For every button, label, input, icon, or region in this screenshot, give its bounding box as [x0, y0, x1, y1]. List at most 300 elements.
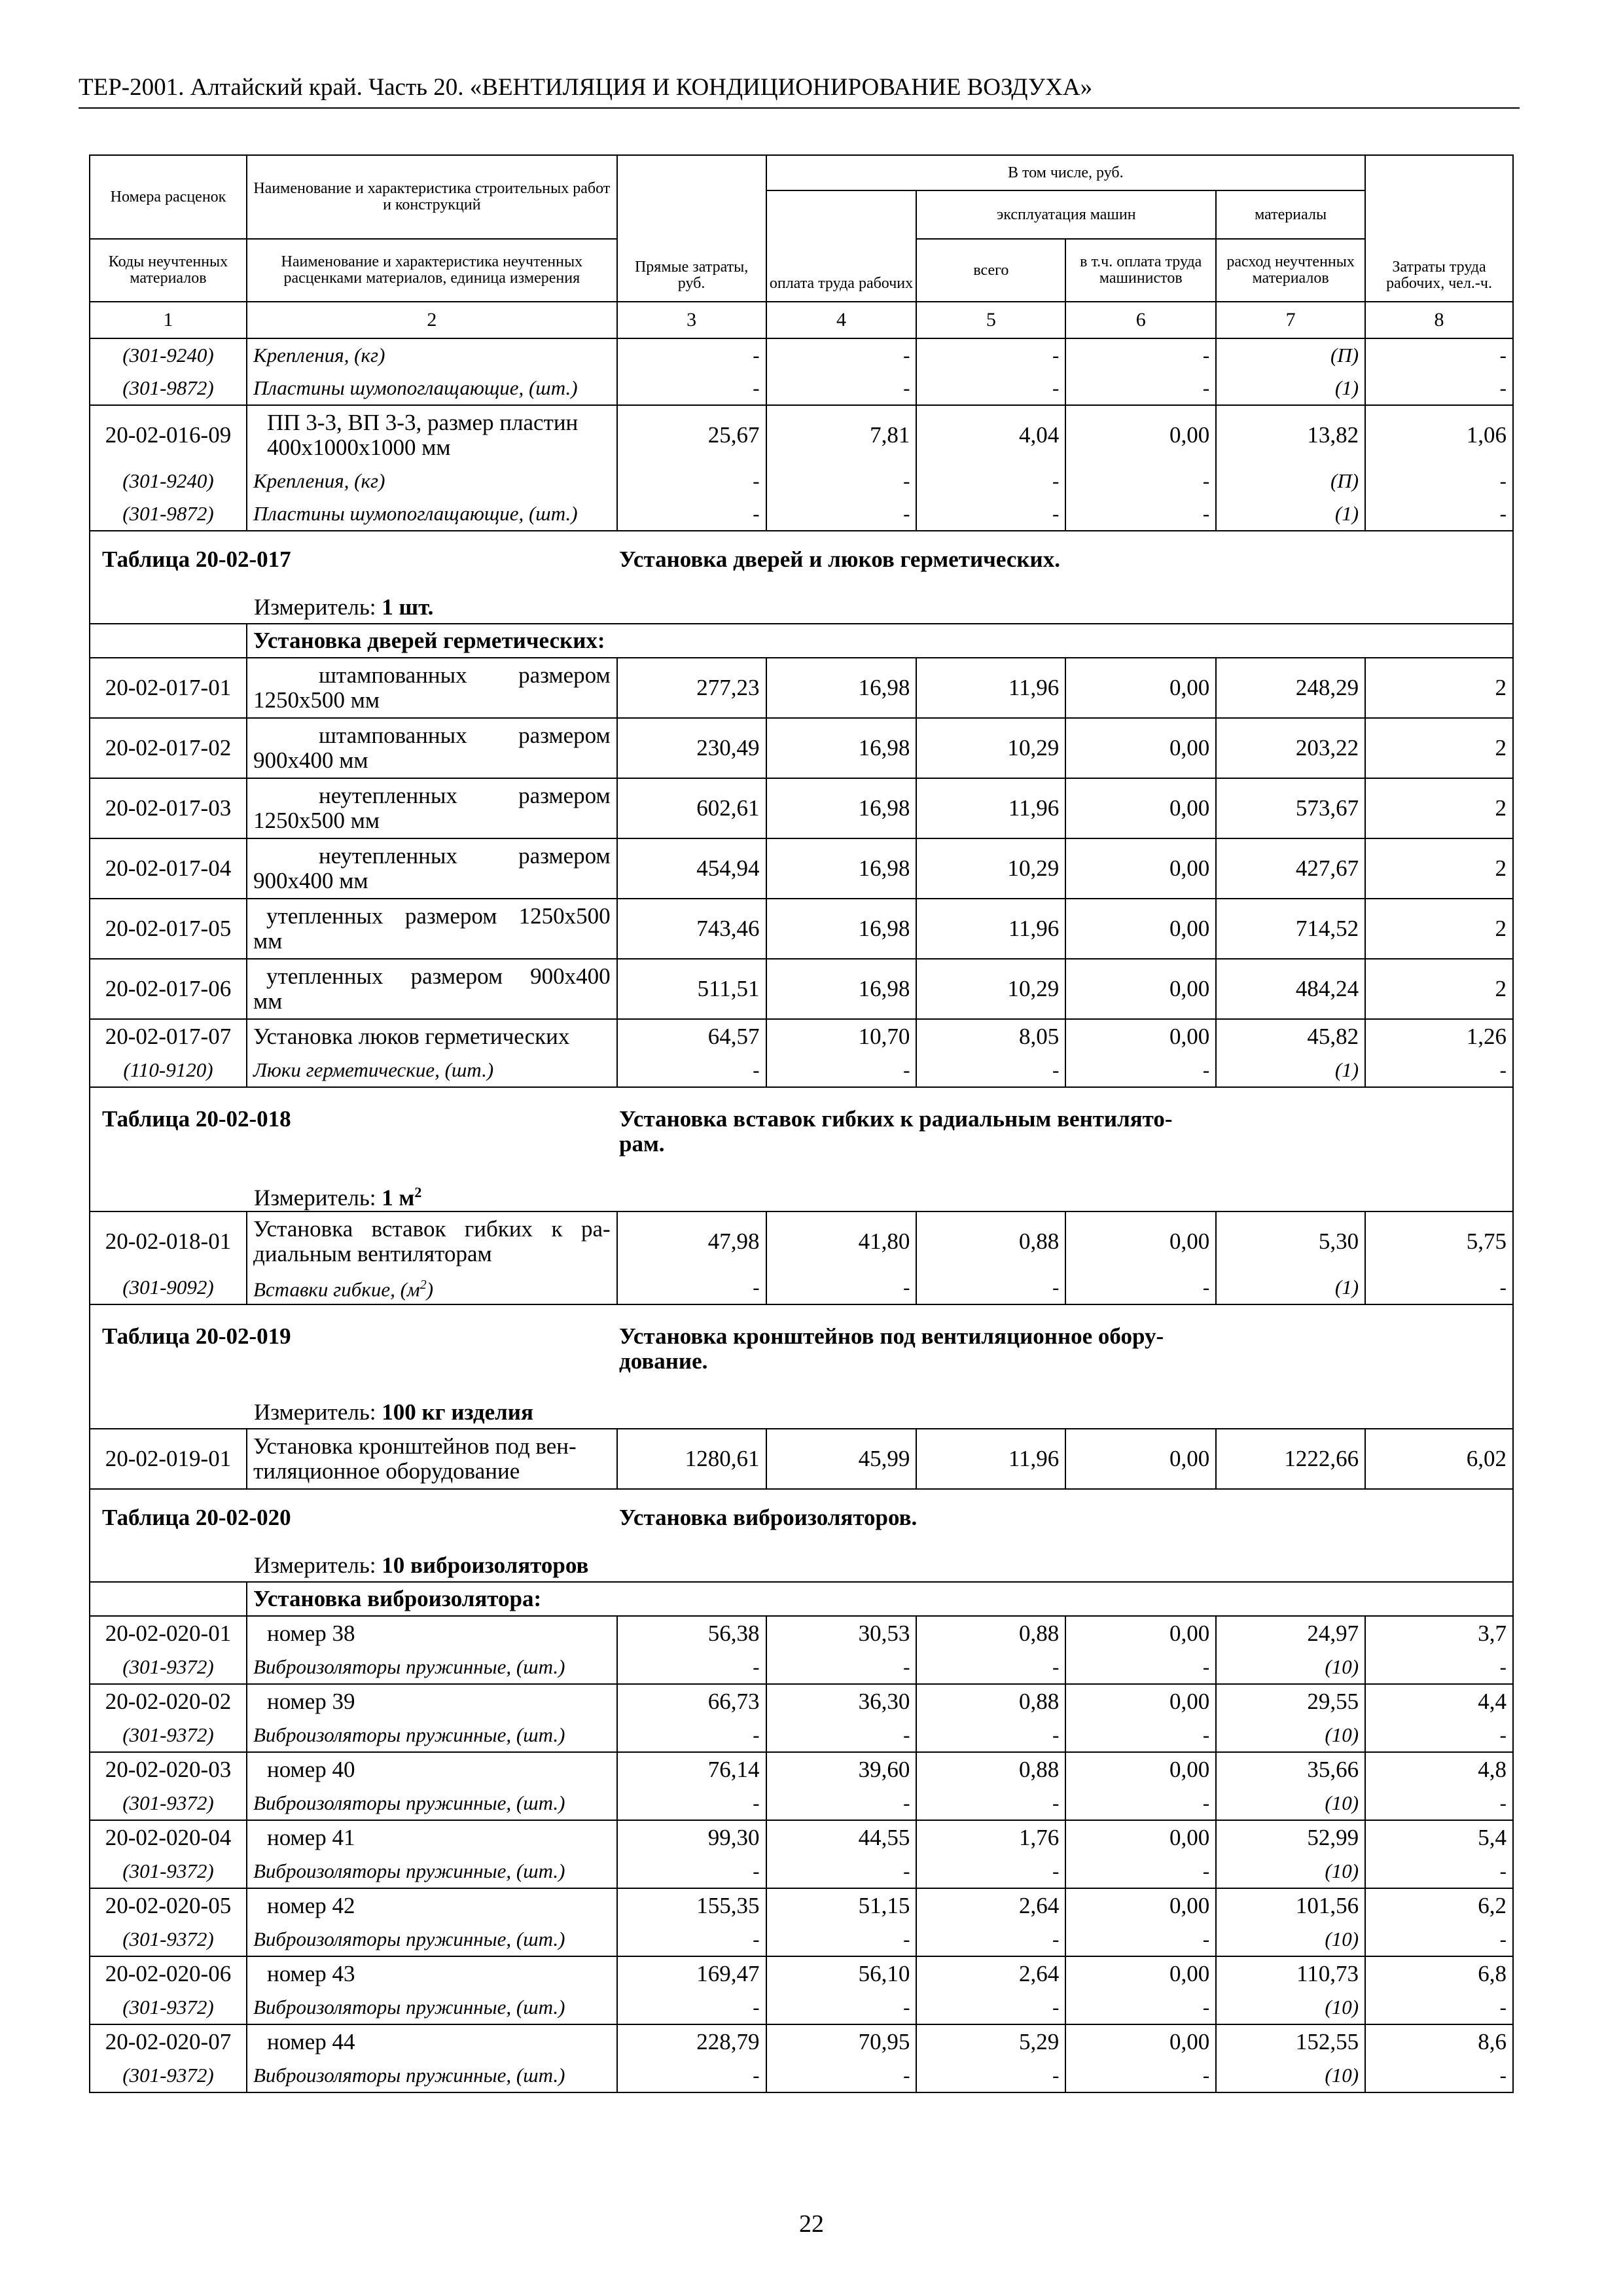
- materials-cost: 35,66: [1216, 1752, 1365, 1787]
- value-cell: -: [617, 1651, 766, 1684]
- value-cell: -: [1365, 2059, 1513, 2092]
- rate-name: номер 40: [247, 1752, 617, 1787]
- material-qty: (10): [1216, 1923, 1365, 1956]
- value-cell: -: [1065, 1991, 1216, 2024]
- value-cell: -: [766, 1991, 917, 2024]
- machinist-pay: 0,00: [1065, 899, 1216, 959]
- material-row: [90, 1923, 1513, 1956]
- column-number: 8: [1365, 302, 1513, 338]
- material-row: [90, 497, 1513, 531]
- direct-costs: 56,38: [617, 1616, 766, 1651]
- machines-total: 8,05: [916, 1019, 1065, 1054]
- rate-name: номер 43: [247, 1956, 617, 1991]
- value-cell: -: [916, 1787, 1065, 1820]
- rate-code: 20-02-017-01: [90, 658, 247, 718]
- col2-top-header: Наименование и характеристика строительных работ и конструкций: [247, 155, 617, 239]
- material-name: Вставки гибкие, (м: [253, 1278, 420, 1301]
- rate-code: 20-02-017-07: [90, 1019, 247, 1054]
- labor-hours: 2: [1365, 899, 1513, 959]
- value-cell: -: [617, 2059, 766, 2092]
- value-cell: -: [916, 372, 1065, 405]
- page-header: ТЕР-2001. Алтайский край. Часть 20. «ВЕНТИЛЯЦИЯ И КОНДИЦИОНИРОВАНИЕ ВОЗДУХА»: [79, 73, 1520, 109]
- machinist-pay: 0,00: [1065, 1684, 1216, 1719]
- value-cell: -: [1065, 338, 1216, 372]
- material-code: (301-9372): [90, 2059, 247, 2092]
- rate-row: [90, 405, 1513, 465]
- rate-code: 20-02-020-03: [90, 1752, 247, 1787]
- material-row: [90, 1651, 1513, 1684]
- material-code: (301-9372): [90, 1651, 247, 1684]
- value-cell: -: [766, 1787, 917, 1820]
- value-cell: -: [1065, 1855, 1216, 1888]
- materials-cost: 13,82: [1216, 405, 1365, 465]
- rate-name: номер 39: [247, 1684, 617, 1719]
- value-cell: -: [766, 2059, 917, 2092]
- value-cell: -: [1065, 465, 1216, 497]
- rate-code: 20-02-020-04: [90, 1820, 247, 1855]
- section-measure: [90, 592, 1513, 624]
- rate-code: 20-02-020-02: [90, 1684, 247, 1719]
- value-cell: -: [617, 1855, 766, 1888]
- rate-name-line1: Установка кронштейнов под вен-: [253, 1433, 577, 1459]
- machinist-pay: 0,00: [1065, 959, 1216, 1019]
- value-cell: -: [766, 1651, 917, 1684]
- labor-pay: 36,30: [766, 1684, 917, 1719]
- rate-name-line2: тиляционное оборудование: [253, 1458, 520, 1484]
- rate-name-line2: мм: [253, 928, 283, 954]
- machines-total: 11,96: [916, 1429, 1065, 1489]
- materials-cost: 52,99: [1216, 1820, 1365, 1855]
- material-name: Пластины шумопоглащающие, (шт.): [247, 372, 617, 405]
- value-cell: -: [1365, 1054, 1513, 1087]
- labor-pay: 41,80: [766, 1211, 917, 1271]
- column-number: 3: [617, 302, 766, 338]
- rate-row: [90, 1820, 1513, 1855]
- machines-total: 10,29: [916, 959, 1065, 1019]
- direct-costs: 454,94: [617, 838, 766, 899]
- machines-total: 2,64: [916, 1956, 1065, 1991]
- column-number: 5: [916, 302, 1065, 338]
- material-row: [90, 1054, 1513, 1087]
- labor-pay: 51,15: [766, 1888, 917, 1923]
- material-qty: (1): [1216, 497, 1365, 531]
- rate-row: [90, 778, 1513, 838]
- price-table: [89, 154, 1514, 2093]
- materials-cost: 714,52: [1216, 899, 1365, 959]
- labor-hours: 2: [1365, 838, 1513, 899]
- material-name: Виброизоляторы пружинные, (шт.): [247, 1923, 617, 1956]
- value-cell: -: [1365, 1923, 1513, 1956]
- machinist-pay: 0,00: [1065, 658, 1216, 718]
- col8-header: Затраты труда рабочих, чел.-ч.: [1365, 155, 1513, 302]
- rate-code: 20-02-017-05: [90, 899, 247, 959]
- section-caption: [90, 1087, 1513, 1179]
- labor-hours: 2: [1365, 959, 1513, 1019]
- materials-cost: 5,30: [1216, 1211, 1365, 1271]
- material-row: [90, 1855, 1513, 1888]
- machinist-pay: 0,00: [1065, 1956, 1216, 1991]
- material-row: [90, 338, 1513, 372]
- col6-header: в т.ч. оплата труда машинистов: [1065, 239, 1216, 302]
- value-cell: -: [766, 497, 917, 531]
- value-cell: -: [617, 1054, 766, 1087]
- machinist-pay: 0,00: [1065, 1888, 1216, 1923]
- column-number: 7: [1216, 302, 1365, 338]
- material-qty: (10): [1216, 1991, 1365, 2024]
- value-cell: -: [766, 372, 917, 405]
- rate-row: [90, 658, 1513, 718]
- machinist-pay: 0,00: [1065, 2024, 1216, 2059]
- labor-pay: 16,98: [766, 778, 917, 838]
- machinist-pay: 0,00: [1065, 1820, 1216, 1855]
- machines-total: 10,29: [916, 838, 1065, 899]
- machinist-pay: 0,00: [1065, 1019, 1216, 1054]
- materials-cost: 427,67: [1216, 838, 1365, 899]
- materials-cost: 101,56: [1216, 1888, 1365, 1923]
- material-qty: (1): [1216, 1054, 1365, 1087]
- material-row: [90, 465, 1513, 497]
- direct-costs: 169,47: [617, 1956, 766, 1991]
- col4-header: оплата труда рабочих: [766, 190, 917, 302]
- materials-cost: 248,29: [1216, 658, 1365, 718]
- material-code: (110-9120): [90, 1054, 247, 1087]
- labor-pay: 56,10: [766, 1956, 917, 1991]
- value-cell: -: [916, 1923, 1065, 1956]
- rate-code: 20-02-020-01: [90, 1616, 247, 1651]
- material-row: [90, 1991, 1513, 2024]
- rate-name-line2: 1250x500 мм: [253, 687, 380, 713]
- labor-hours: 6,8: [1365, 1956, 1513, 1991]
- material-code: (301-9872): [90, 497, 247, 531]
- value-cell: -: [916, 1054, 1065, 1087]
- value-cell: -: [617, 465, 766, 497]
- value-cell: -: [617, 497, 766, 531]
- value-cell: -: [766, 1855, 917, 1888]
- rate-row: [90, 1019, 1513, 1054]
- labor-pay: 16,98: [766, 959, 917, 1019]
- column-number: 2: [247, 302, 617, 338]
- value-cell: -: [1365, 497, 1513, 531]
- labor-pay: 16,98: [766, 658, 917, 718]
- value-cell: -: [1065, 1719, 1216, 1752]
- material-qty: (П): [1216, 338, 1365, 372]
- value-cell: -: [916, 497, 1065, 531]
- group-header: В том числе, руб.: [766, 155, 1366, 190]
- materials-cost: 573,67: [1216, 778, 1365, 838]
- rate-code: 20-02-017-02: [90, 718, 247, 778]
- value-cell: -: [1065, 1054, 1216, 1087]
- rate-name: номер 42: [247, 1888, 617, 1923]
- labor-pay: 7,81: [766, 405, 917, 465]
- material-qty: (10): [1216, 1719, 1365, 1752]
- column-number: 1: [90, 302, 247, 338]
- labor-pay: 16,98: [766, 838, 917, 899]
- value-cell: -: [766, 1923, 917, 1956]
- rate-row: [90, 838, 1513, 899]
- direct-costs: 511,51: [617, 959, 766, 1019]
- machines-total: 5,29: [916, 2024, 1065, 2059]
- section-title: Установка дверей и люков герметических.: [619, 547, 1060, 572]
- rate-code: 20-02-019-01: [90, 1429, 247, 1489]
- rate-name-line1: штампованных размером: [318, 662, 611, 688]
- rate-code: 20-02-018-01: [90, 1211, 247, 1271]
- measure-value: 100 кг изделия: [382, 1399, 533, 1425]
- rate-code: 20-02-020-07: [90, 2024, 247, 2059]
- material-qty: (1): [1216, 1271, 1365, 1304]
- col5-header: всего: [916, 239, 1065, 302]
- value-cell: -: [1065, 1923, 1216, 1956]
- material-row: [90, 1719, 1513, 1752]
- direct-costs: 99,30: [617, 1820, 766, 1855]
- rate-row: [90, 718, 1513, 778]
- machines-total: 0,88: [916, 1211, 1065, 1271]
- machinist-pay: 0,00: [1065, 778, 1216, 838]
- material-row: [90, 2059, 1513, 2092]
- labor-hours: 2: [1365, 658, 1513, 718]
- rate-name-line1: неутепленных размером: [318, 843, 611, 869]
- value-cell: -: [1365, 1855, 1513, 1888]
- rate-code: 20-02-017-03: [90, 778, 247, 838]
- labor-hours: 1,06: [1365, 405, 1513, 465]
- section-caption: [90, 1304, 1513, 1397]
- value-cell: -: [1365, 1271, 1513, 1304]
- rate-name: номер 41: [247, 1820, 617, 1855]
- material-name: Виброизоляторы пружинные, (шт.): [247, 2059, 617, 2092]
- labor-hours: 2: [1365, 778, 1513, 838]
- machines-total: 4,04: [916, 405, 1065, 465]
- material-qty: (1): [1216, 372, 1365, 405]
- value-cell: -: [766, 465, 917, 497]
- rate-code: 20-02-020-06: [90, 1956, 247, 1991]
- value-cell: -: [1065, 372, 1216, 405]
- material-qty: (10): [1216, 1651, 1365, 1684]
- section-title-line1: Установка вставок гибких к радиальным вентилято-: [619, 1106, 1173, 1132]
- material-name: Люки герметические, (шт.): [247, 1054, 617, 1087]
- machines-header: эксплуатация машин: [916, 190, 1216, 239]
- labor-hours: 4,4: [1365, 1684, 1513, 1719]
- machines-total: 2,64: [916, 1888, 1065, 1923]
- value-cell: -: [1065, 1787, 1216, 1820]
- section-label: Таблица 20-02-018: [102, 1106, 291, 1132]
- value-cell: -: [1365, 1787, 1513, 1820]
- value-cell: -: [916, 2059, 1065, 2092]
- section-caption: [90, 1489, 1513, 1550]
- rate-name: номер 44: [247, 2024, 617, 2059]
- material-name: Виброизоляторы пружинные, (шт.): [247, 1855, 617, 1888]
- rate-name-line2: 1250x500 мм: [253, 808, 380, 833]
- rate-row: [90, 959, 1513, 1019]
- direct-costs: 155,35: [617, 1888, 766, 1923]
- measure-prefix: Измеритель:: [254, 1552, 382, 1578]
- material-code: (301-9240): [90, 465, 247, 497]
- machinist-pay: 0,00: [1065, 1752, 1216, 1787]
- machines-total: 11,96: [916, 778, 1065, 838]
- rate-row: [90, 1429, 1513, 1489]
- material-name: Виброизоляторы пружинные, (шт.): [247, 1719, 617, 1752]
- material-name: Виброизоляторы пружинные, (шт.): [247, 1651, 617, 1684]
- measure-value: 10 виброизоляторов: [382, 1552, 589, 1578]
- direct-costs: 277,23: [617, 658, 766, 718]
- material-name: Виброизоляторы пружинные, (шт.): [247, 1787, 617, 1820]
- section-title-line1: Установка кронштейнов под вентиляционное обору-: [619, 1323, 1164, 1349]
- machinist-pay: 0,00: [1065, 405, 1216, 465]
- value-cell: -: [617, 1923, 766, 1956]
- value-cell: -: [916, 1719, 1065, 1752]
- section-measure: [90, 1397, 1513, 1429]
- material-code: (301-9372): [90, 1855, 247, 1888]
- section-title: Установка виброизоляторов.: [619, 1505, 918, 1530]
- value-cell: -: [617, 1271, 766, 1304]
- rate-row: [90, 1684, 1513, 1719]
- subheading: Установка виброизолятора:: [247, 1582, 1513, 1616]
- value-cell: -: [1065, 1271, 1216, 1304]
- rate-name-line1: утепленных размером 1250x500: [266, 903, 611, 929]
- labor-pay: 16,98: [766, 718, 917, 778]
- material-name: Крепления, (кг): [247, 465, 617, 497]
- machines-total: 0,88: [916, 1752, 1065, 1787]
- material-row: [90, 1271, 1513, 1304]
- rate-code: 20-02-016-09: [90, 405, 247, 465]
- direct-costs: 76,14: [617, 1752, 766, 1787]
- materials-header: материалы: [1216, 190, 1365, 239]
- machinist-pay: 0,00: [1065, 718, 1216, 778]
- rate-name-line1: Установка вставок гибких к ра-: [253, 1216, 611, 1242]
- material-code: (301-9240): [90, 338, 247, 372]
- direct-costs: 228,79: [617, 2024, 766, 2059]
- subheading: Установка дверей герметических:: [247, 624, 1513, 658]
- value-cell: -: [766, 1719, 917, 1752]
- material-code: (301-9372): [90, 1923, 247, 1956]
- value-cell: -: [1365, 465, 1513, 497]
- rate-name-line1: штампованных размером: [318, 723, 611, 748]
- rate-row: [90, 1211, 1513, 1271]
- value-cell: -: [766, 1271, 917, 1304]
- direct-costs: 230,49: [617, 718, 766, 778]
- materials-cost: 29,55: [1216, 1684, 1365, 1719]
- machines-total: 0,88: [916, 1684, 1065, 1719]
- section-label: Таблица 20-02-017: [102, 547, 291, 572]
- machines-total: 0,88: [916, 1616, 1065, 1651]
- direct-costs: 743,46: [617, 899, 766, 959]
- column-number: 6: [1065, 302, 1216, 338]
- labor-pay: 70,95: [766, 2024, 917, 2059]
- material-code: (301-9372): [90, 1719, 247, 1752]
- material-code: (301-9872): [90, 372, 247, 405]
- labor-hours: 4,8: [1365, 1752, 1513, 1787]
- material-qty: (10): [1216, 1855, 1365, 1888]
- col3-header: Прямые затраты, руб.: [617, 155, 766, 302]
- value-cell: -: [916, 1855, 1065, 1888]
- col1-top-header: Номера расценок: [90, 155, 247, 239]
- value-cell: -: [617, 372, 766, 405]
- material-name: Виброизоляторы пружинные, (шт.): [247, 1991, 617, 2024]
- labor-hours: 8,6: [1365, 2024, 1513, 2059]
- material-code: (301-9092): [90, 1271, 247, 1304]
- material-name: Крепления, (кг): [247, 338, 617, 372]
- rate-name: ПП 3-3, ВП 3-3, размер пластин 400x1000x1000 мм: [247, 405, 617, 465]
- rate-code: 20-02-017-04: [90, 838, 247, 899]
- materials-cost: 484,24: [1216, 959, 1365, 1019]
- machines-total: 11,96: [916, 658, 1065, 718]
- value-cell: -: [1365, 372, 1513, 405]
- rate-row: [90, 1616, 1513, 1651]
- value-cell: -: [1065, 497, 1216, 531]
- value-cell: -: [1065, 2059, 1216, 2092]
- material-name: Пластины шумопоглащающие, (шт.): [247, 497, 617, 531]
- measure-sup: 2: [414, 1183, 422, 1200]
- value-cell: -: [916, 338, 1065, 372]
- rate-name-line1: утепленных размером 900x400: [266, 963, 611, 989]
- measure-prefix: Измеритель:: [254, 1399, 382, 1425]
- rate-name-line2: мм: [253, 988, 283, 1014]
- material-name-end: ): [426, 1278, 434, 1301]
- col1-bottom-header: Коды неучтенных материалов: [90, 239, 247, 302]
- direct-costs: 64,57: [617, 1019, 766, 1054]
- rate-row: [90, 1752, 1513, 1787]
- measure-prefix: Измеритель:: [254, 1185, 382, 1211]
- labor-hours: 5,4: [1365, 1820, 1513, 1855]
- machinist-pay: 0,00: [1065, 1429, 1216, 1489]
- machinist-pay: 0,00: [1065, 1616, 1216, 1651]
- rate-row: [90, 1888, 1513, 1923]
- value-cell: -: [617, 338, 766, 372]
- material-qty: (П): [1216, 465, 1365, 497]
- section-label: Таблица 20-02-019: [102, 1323, 291, 1349]
- machines-total: 1,76: [916, 1820, 1065, 1855]
- labor-pay: 44,55: [766, 1820, 917, 1855]
- value-cell: -: [617, 1787, 766, 1820]
- rate-name: Установка люков герметических: [247, 1019, 617, 1054]
- material-row: [90, 372, 1513, 405]
- col7-header: расход неучтенных материалов: [1216, 239, 1365, 302]
- labor-pay: 30,53: [766, 1616, 917, 1651]
- measure-value: 1 м: [382, 1185, 415, 1211]
- section-measure: [90, 1179, 1513, 1211]
- direct-costs: 66,73: [617, 1684, 766, 1719]
- materials-cost: 45,82: [1216, 1019, 1365, 1054]
- rate-name-line1: неутепленных размером: [318, 783, 611, 808]
- rate-name-line2: диальным вентиляторам: [253, 1241, 492, 1266]
- rate-code: 20-02-017-06: [90, 959, 247, 1019]
- rate-row: [90, 899, 1513, 959]
- labor-hours: 3,7: [1365, 1616, 1513, 1651]
- labor-hours: 6,2: [1365, 1888, 1513, 1923]
- machines-total: 10,29: [916, 718, 1065, 778]
- section-measure: [90, 1550, 1513, 1582]
- rate-row: [90, 2024, 1513, 2059]
- value-cell: -: [916, 465, 1065, 497]
- section-caption: [90, 531, 1513, 592]
- rate-name-line2: 900x400 мм: [253, 868, 368, 893]
- value-cell: -: [766, 1054, 917, 1087]
- direct-costs: 1280,61: [617, 1429, 766, 1489]
- section-title-line2: рам.: [619, 1131, 665, 1157]
- value-cell: -: [916, 1991, 1065, 2024]
- value-cell: -: [916, 1651, 1065, 1684]
- labor-hours: 6,02: [1365, 1429, 1513, 1489]
- section-label: Таблица 20-02-020: [102, 1505, 291, 1530]
- direct-costs: 47,98: [617, 1211, 766, 1271]
- materials-cost: 1222,66: [1216, 1429, 1365, 1489]
- value-cell: -: [1365, 338, 1513, 372]
- direct-costs: 25,67: [617, 405, 766, 465]
- labor-hours: 5,75: [1365, 1211, 1513, 1271]
- measure-value: 1 шт.: [382, 594, 434, 620]
- material-row: [90, 1787, 1513, 1820]
- column-numbers-row: [90, 302, 1513, 338]
- labor-hours: 2: [1365, 718, 1513, 778]
- value-cell: -: [1065, 1651, 1216, 1684]
